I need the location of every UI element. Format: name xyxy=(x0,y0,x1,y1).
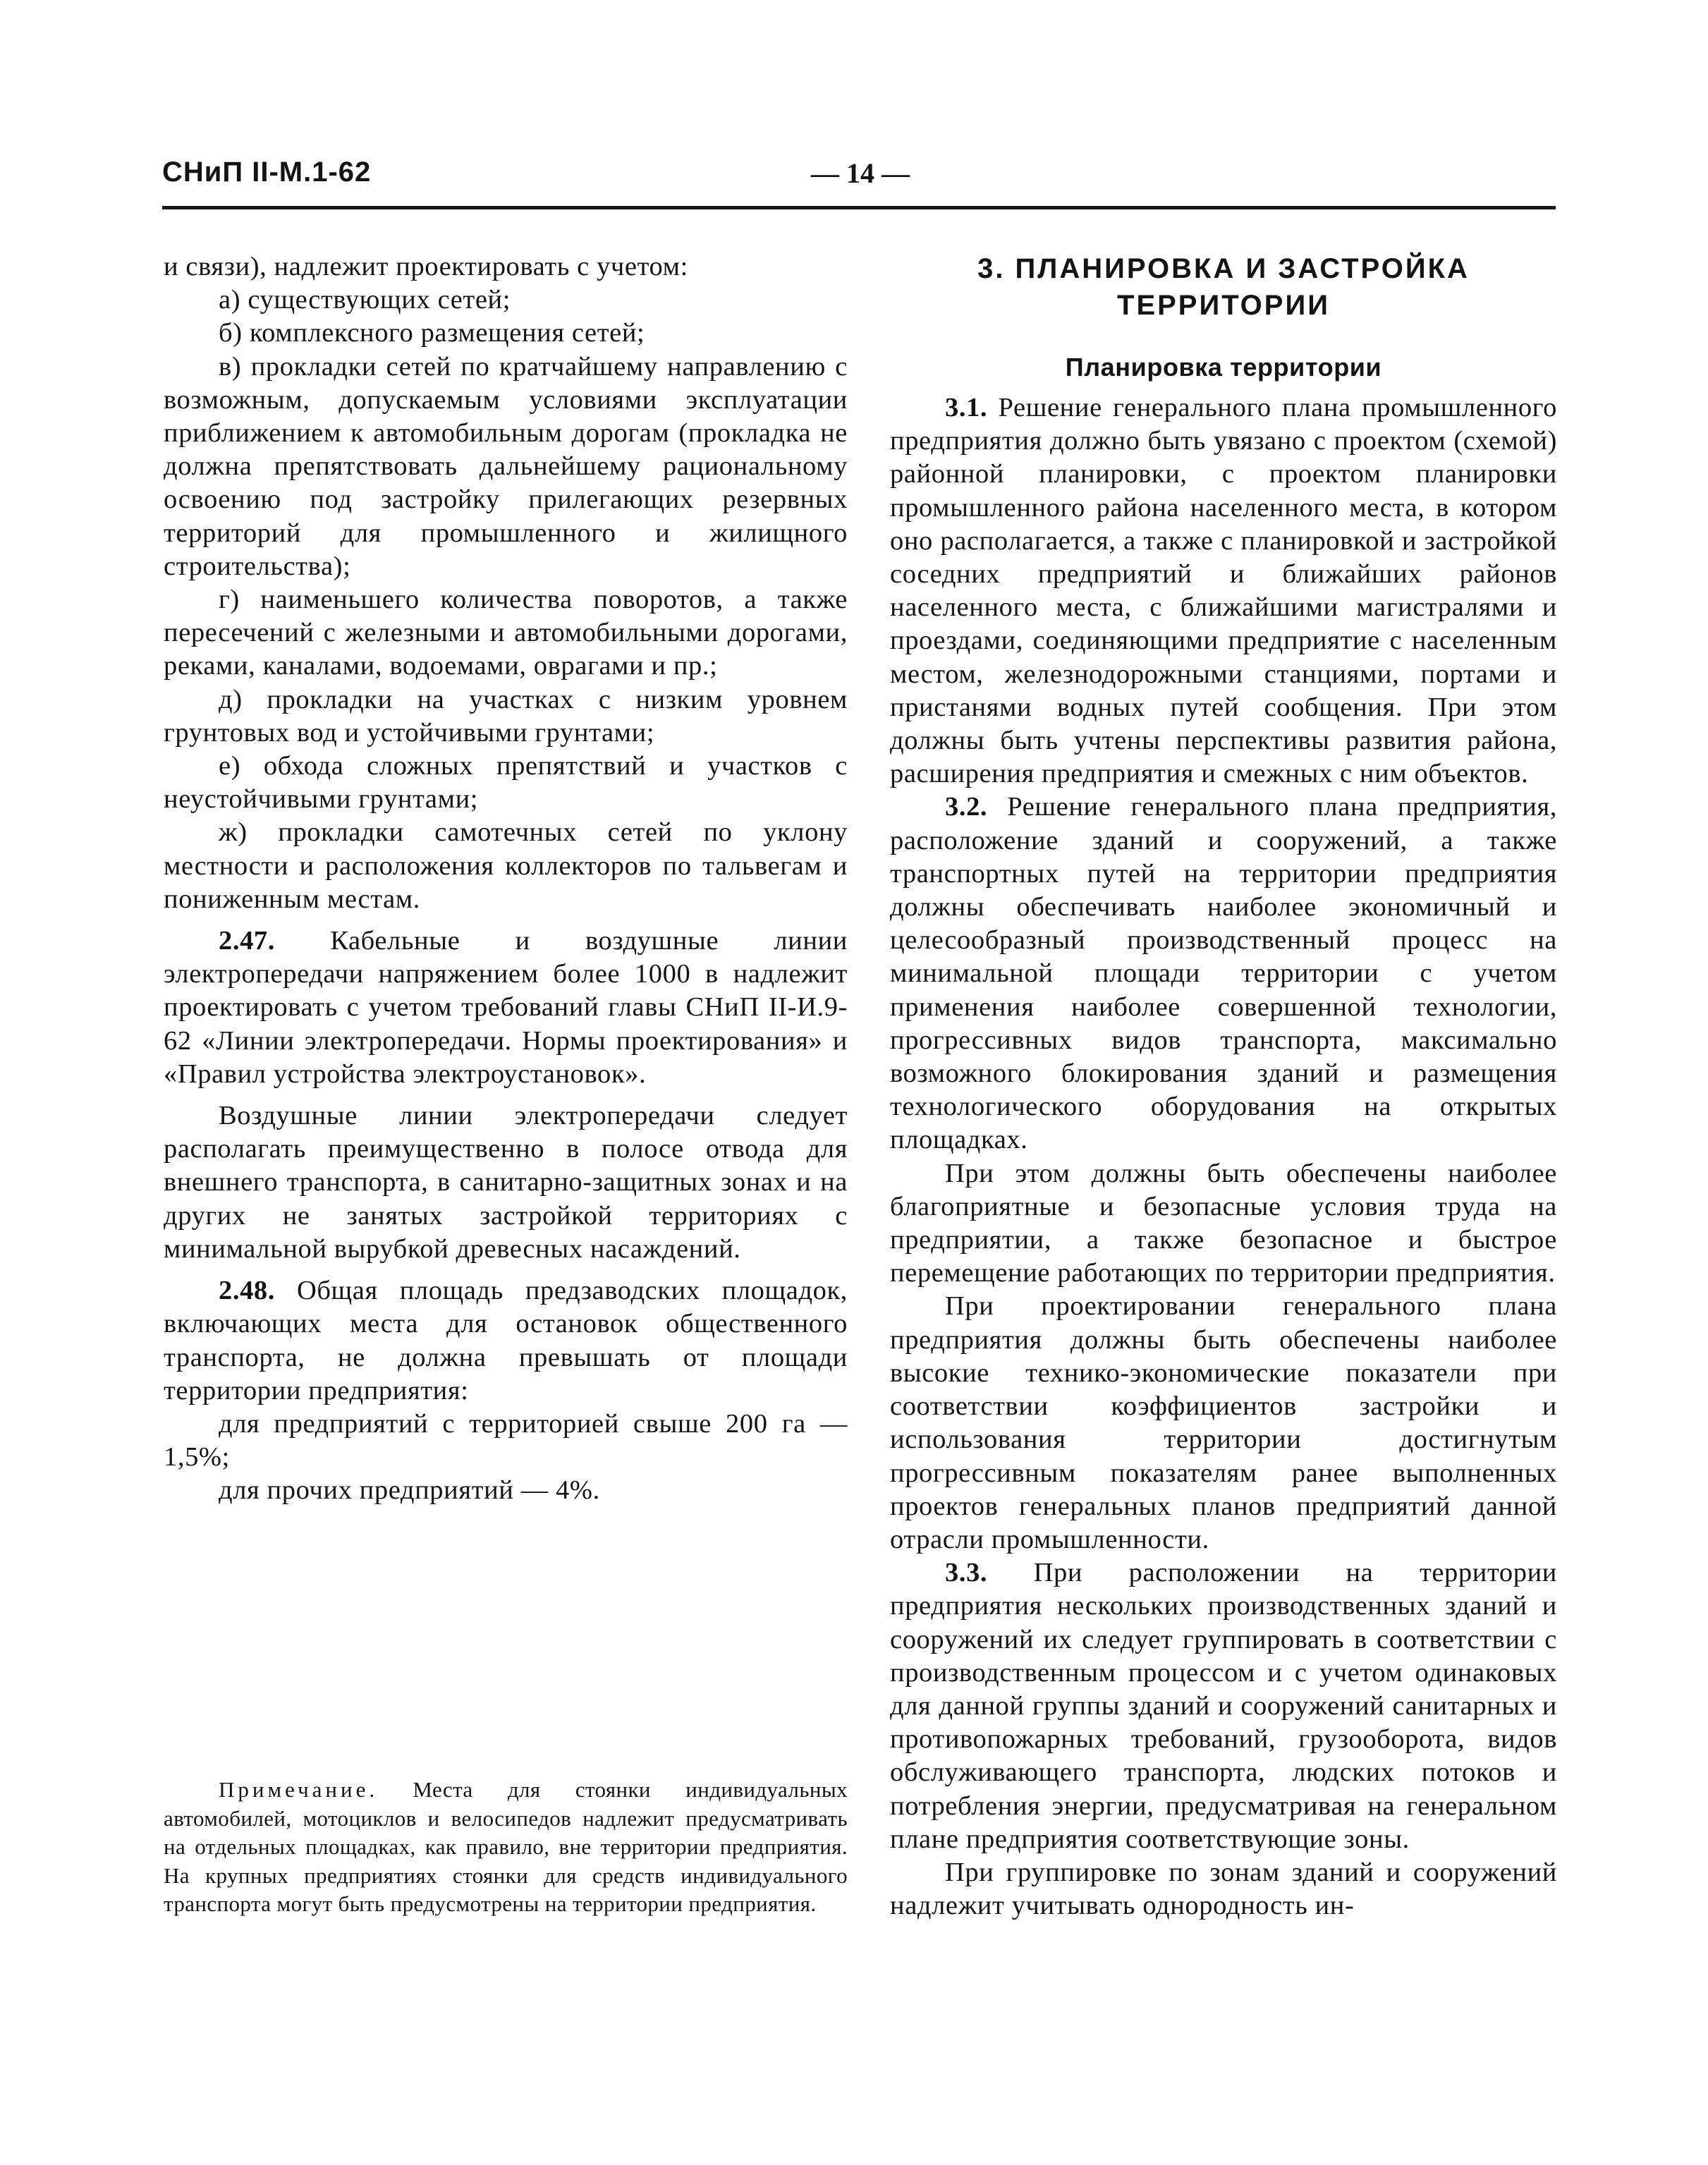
clause-text: При расположении на территории предприятия нескольких производственных зданий и сооружений их следует группировать в соответствии с производственным процессом и с учетом одинаковых для данной группы зданий и сооружений санитарных и противопожарных требований, грузооборота, видов обслуживающего транспорта, людских потоков и потребления энергии, предусматривая на генеральном плане предприятия соответствующие зоны. xyxy=(890,1558,1557,1854)
list-item-d: д) прокладки на участках с низким уровнем грунтовых вод и устойчивыми грунтами; xyxy=(164,684,848,748)
footnote xyxy=(164,1776,848,1919)
clause-3-1 xyxy=(890,391,1557,791)
clause-3-2 xyxy=(890,791,1557,1157)
clause-2-48-item-2: для прочих предприятий — 4%. xyxy=(219,1475,600,1506)
note-text: Места для стоянки индивидуальных автомобилей, мотоциклов и велосипедов надлежит предусматривать на отдельных площадках, как правило, вне территории предприятия. На крупных предприятиях стоянки для средств индивидуального транспорта могут быть предусмотрены на территории предприятия. xyxy=(164,1777,848,1916)
subsection-heading: Планировка территории xyxy=(1065,353,1382,382)
clause-3-3 xyxy=(890,1556,1557,1856)
clause-text: Общая площадь предзаводских площадок, включающих места для остановок общественного транспорта, не должна превышать от площади территории предприятия: xyxy=(164,1276,848,1405)
right-column xyxy=(890,250,1557,1922)
list-item-g: г) наименьшего количества поворотов, а также пересечений с железными и автомобильными дорогами, реками, каналами, водоемами, оврагами и пр.; xyxy=(164,585,848,681)
clause-2-48 xyxy=(164,1274,848,1408)
clause-number: 2.47. xyxy=(219,926,275,956)
header-rule xyxy=(162,206,1556,209)
section-heading: 3. ПЛАНИРОВКА И ЗАСТРОЙКА ТЕРРИТОРИИ xyxy=(977,253,1470,321)
clause-2-48-item-1: для предприятий с территорией свыше 200 га — 1,5%; xyxy=(164,1408,848,1472)
clause-2-47 xyxy=(164,925,848,1091)
list-item-b: б) комплексного размещения сетей; xyxy=(219,318,645,348)
list-item-e: е) обхода сложных препятствий и участков с неустойчивыми грунтами; xyxy=(164,751,848,815)
clause-3-2-continued-2: При проектировании генерального плана предприятия должны быть обеспечены наиболее высокие технико-экономические показатели при соответствии коэффициентов застройки и использования территории достигнутым прогрессивным показателям ранее выполненных проектов генеральных планов предприятий данной отрасли промышленности. xyxy=(890,1291,1557,1554)
page-number: — 14 — xyxy=(811,157,910,189)
clause-number: 3.3. xyxy=(945,1558,988,1588)
list-item-v: в) прокладки сетей по кратчайшему направлению с возможным, допускаемым условиями эксплуатации приближением к автомобильным дорогам (прокладка не должна препятствовать дальнейшему рациональному освоению под застройку прилегающих резервных территорий для промышленного и жилищного строительства); xyxy=(164,351,848,581)
clause-text: Решение генерального плана предприятия, расположение зданий и сооружений, а также транспортных путей на территории предприятия должны обеспечивать наиболее экономичный и целесообразный производственный процесс на минимальной площади территории с учетом применения наиболее совершенной технологии, прогрессивных видов транспорта, максимально возможного блокирования зданий и размещения технологического оборудования на открытых площадках. xyxy=(890,792,1557,1155)
clause-text: Кабельные и воздушные линии электропередачи напряжением более 1000 в надлежит проектировать с учетом требований главы СНиП II-И.9-62 «Линии электропередачи. Нормы проектирования» и «Правил устройства электроустановок». xyxy=(164,926,848,1089)
list-item-a: а) существующих сетей; xyxy=(219,285,511,315)
clause-number: 3.1. xyxy=(945,393,988,422)
left-column xyxy=(164,250,848,1508)
clause-number: 3.2. xyxy=(945,792,988,822)
page-header xyxy=(162,157,1556,213)
clause-text: Решение генерального плана промышленного предприятия должно быть увязано с проектом (схемой) районной планировки, с проектом планировки промышленного района населенного места, в котором оно располагается, а также с планировкой и застройкой соседних предприятий и ближайших районов населенного места, с ближайшими магистралями и проездами, соединяющими предприятие с населенным местом, железнодорожными станциями, портами и пристанями водных путей сообщения. При этом должны быть учтены перспективы развития района, расширения предприятия и смежных с ним объектов. xyxy=(890,393,1557,789)
paragraph-continuation: и связи), надлежит проектировать с учетом: xyxy=(164,252,688,281)
clause-3-3-continued: При группировке по зонам зданий и сооружений надлежит учитывать однородность ин- xyxy=(890,1857,1557,1921)
clause-3-2-continued-1: При этом должны быть обеспечены наиболее благоприятные и безопасные условия труда на предприятии, а также безопасное и быстрое перемещение работающих по территории предприятия. xyxy=(890,1158,1557,1288)
clause-number: 2.48. xyxy=(219,1276,275,1306)
clause-2-47-continued: Воздушные линии электропередачи следует располагать преимущественно в полосе отвода для внешнего транспорта, в санитарно-защитных зонах и на других не занятых застройкой территориях с минимальной вырубкой древесных насаждений. xyxy=(164,1101,848,1264)
document-code: СНиП II-М.1-62 xyxy=(162,157,372,188)
note-label: Примечание. xyxy=(219,1777,379,1802)
list-item-zh: ж) прокладки самотечных сетей по уклону местности и расположения коллекторов по тальвегам и пониженным местам. xyxy=(164,817,848,914)
